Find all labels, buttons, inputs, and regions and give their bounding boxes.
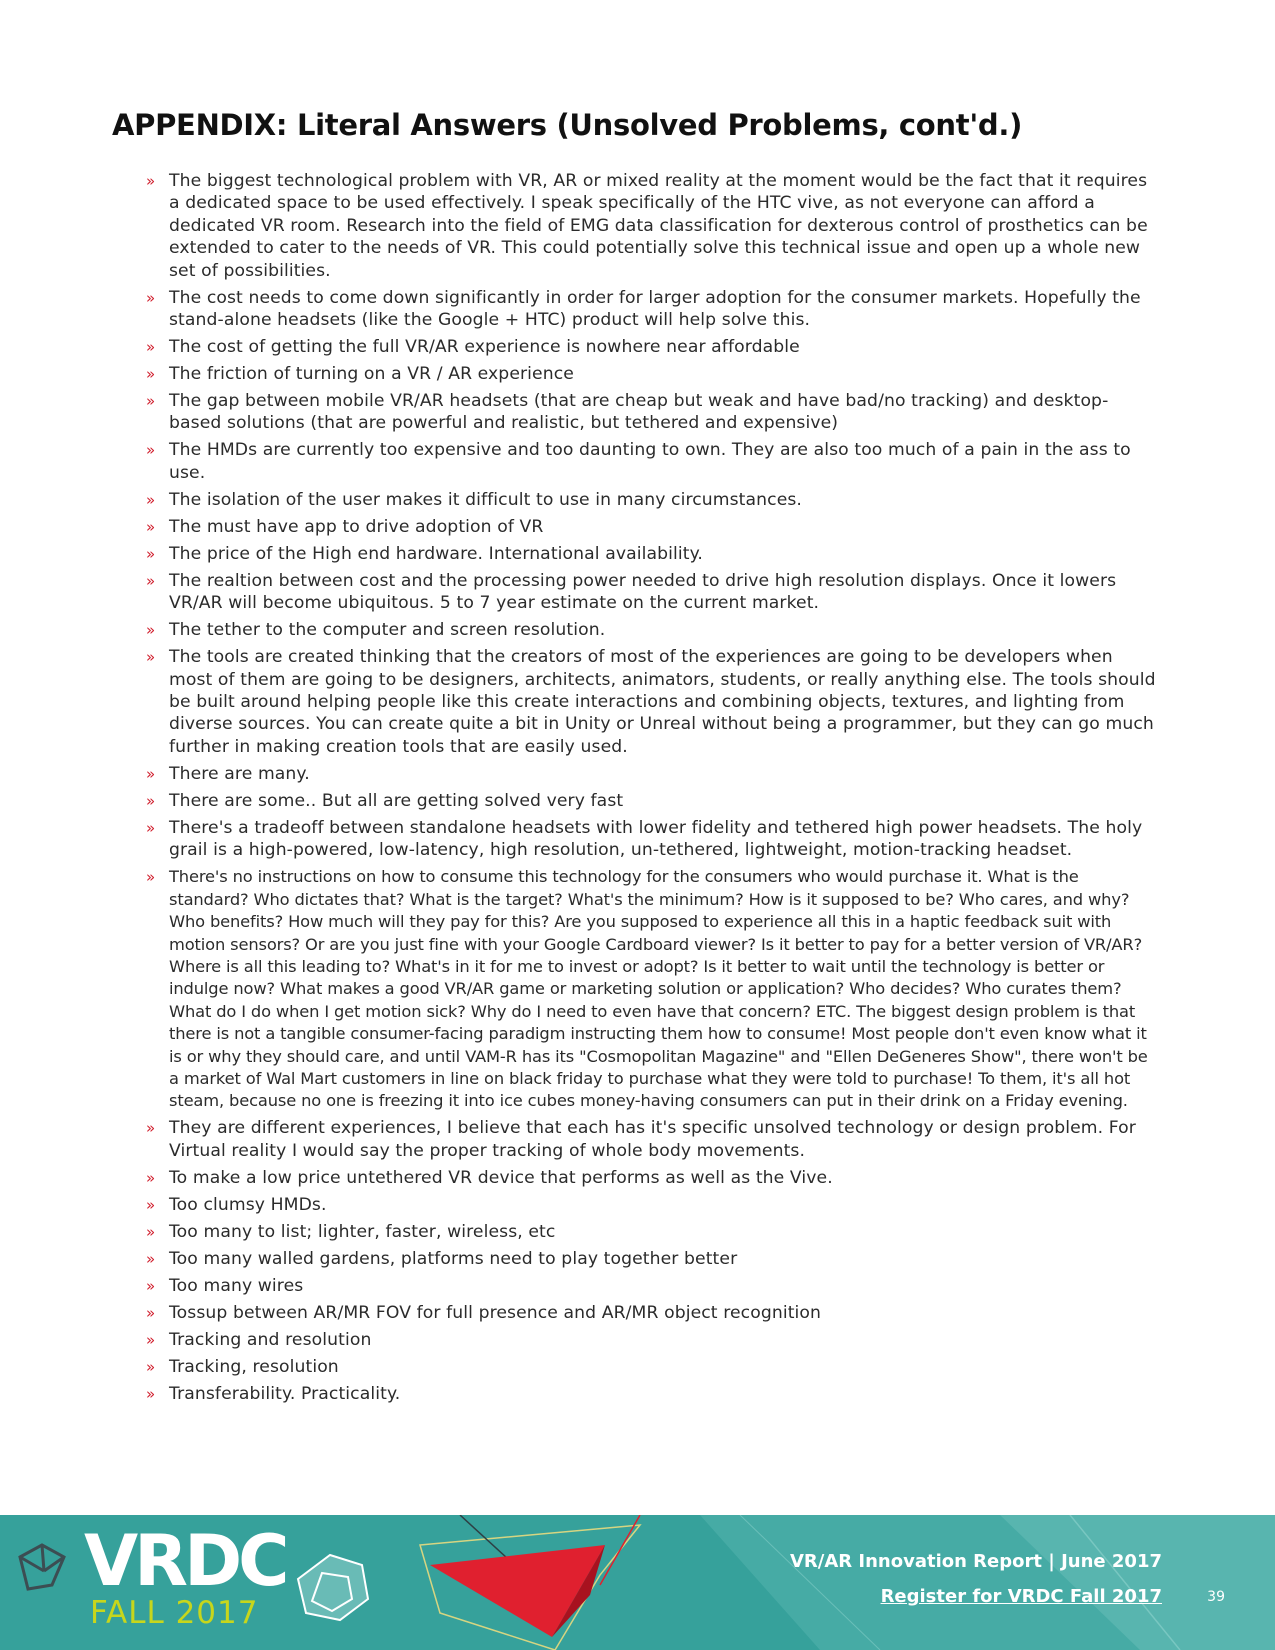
bullet-icon: » (146, 365, 156, 384)
list-item (146, 170, 1156, 282)
list-item (146, 570, 1156, 615)
bullet-icon: » (146, 1276, 156, 1295)
list-item (146, 817, 1156, 862)
list-item (146, 1302, 1156, 1324)
bullet-icon: » (146, 1303, 156, 1322)
list-item (146, 336, 1156, 358)
answer-text: The cost needs to come down significantly in order for larger adoption for the consumer markets. Hopefully the stand-alone headsets (like the Google + HTC) product will help solve this. (169, 287, 1141, 331)
answer-text: Tracking and resolution (169, 1329, 372, 1350)
page-number: 39 (1207, 1589, 1225, 1605)
list-item (146, 1383, 1156, 1405)
list-item (146, 516, 1156, 538)
register-link[interactable]: Register for VRDC Fall 2017 (880, 1586, 1162, 1607)
bullet-icon: » (146, 1119, 156, 1138)
vrdc-logo-subtitle: FALL 2017 (90, 1595, 259, 1631)
answer-text: There are many. (169, 763, 310, 784)
list-item (146, 1167, 1156, 1189)
bullet-icon: » (146, 1168, 156, 1187)
bullet-icon: » (146, 338, 156, 357)
list-item (146, 1221, 1156, 1243)
list-item (146, 489, 1156, 511)
bullet-icon: » (146, 1330, 156, 1349)
answers-list (146, 170, 1156, 1410)
answer-text: The tether to the computer and screen resolution. (169, 620, 606, 641)
bullet-icon: » (146, 517, 156, 536)
answer-text: There's a tradeoff between standalone headsets with lower fidelity and tethered high power headsets. The holy grail is a high-powered, low-latency, high resolution, un-tethered, lightweight, motion-tracking headset. (169, 817, 1143, 861)
answer-text: The must have app to drive adoption of VR (169, 516, 544, 537)
vrdc-logo: VRDC (84, 1520, 286, 1602)
bullet-icon: » (146, 1222, 156, 1241)
bullet-icon: » (146, 791, 156, 810)
answer-text: The cost of getting the full VR/AR experience is nowhere near affordable (169, 337, 800, 358)
answer-text: Too many wires (169, 1275, 304, 1296)
list-item (146, 287, 1156, 332)
list-item (146, 439, 1156, 484)
list-item (146, 1329, 1156, 1351)
bullet-icon: » (146, 544, 156, 563)
page-title: APPENDIX: Literal Answers (Unsolved Problems, cont'd.) (112, 108, 1023, 142)
list-item (146, 790, 1156, 812)
footer-banner (0, 1515, 1275, 1650)
answer-text: Too clumsy HMDs. (169, 1194, 327, 1215)
answer-text: The biggest technological problem with VR, AR or mixed reality at the moment would be the fact that it requires a dedicated space to be used effectively. I speak specifically of the HTC vive, as not everyone can afford a dedicated VR room. Research into the field of EMG data classification for dexterous control of prosthetics can be extended to cater to the needs of VR. This could potentially solve this technical issue and open up a whole new set of possibilities. (169, 171, 1148, 281)
bullet-icon: » (146, 621, 156, 640)
answer-text: To make a low price untethered VR device that performs as well as the Vive. (169, 1167, 833, 1188)
answer-text: The tools are created thinking that the creators of most of the experiences are going to be developers when most of them are going to be designers, architects, animators, students, or really anything else. The tools should be built around helping people like this create interactions and combining objects, textures, and lighting from diverse sources. You can create quite a bit in Unity or Unreal without being a programmer, but they can go much further in making creation tools that are easily used. (169, 647, 1156, 757)
bullet-icon: » (146, 868, 156, 887)
bullet-icon: » (146, 1357, 156, 1376)
list-item (146, 1248, 1156, 1270)
list-item (146, 390, 1156, 435)
answer-text: They are different experiences, I believe that each has it's specific unsolved technology or design problem. For Virtual reality I would say the proper tracking of whole body movements. (169, 1118, 1136, 1161)
bullet-icon: » (146, 571, 156, 590)
bullet-icon: » (146, 441, 156, 460)
red-triangle-graphic (420, 1515, 640, 1650)
list-item (146, 1194, 1156, 1216)
bullet-icon: » (146, 1249, 156, 1268)
answer-text: Tossup between AR/MR FOV for full presence and AR/MR object recognition (169, 1302, 822, 1323)
answer-text: Tracking, resolution (169, 1356, 339, 1377)
list-item (146, 619, 1156, 641)
list-item (146, 1275, 1156, 1297)
bullet-icon: » (146, 392, 156, 411)
list-item (146, 1117, 1156, 1162)
bullet-icon: » (146, 172, 156, 190)
list-item (146, 646, 1156, 758)
cube-icon (20, 1545, 64, 1589)
bullet-icon: » (146, 288, 156, 307)
list-item (146, 866, 1156, 1112)
list-item (146, 543, 1156, 565)
bullet-icon: » (146, 818, 156, 837)
dodecahedron-icon (298, 1555, 368, 1620)
report-title: VR/AR Innovation Report | June 2017 (789, 1551, 1162, 1572)
answer-text: The isolation of the user makes it difficult to use in many circumstances. (169, 489, 802, 510)
answer-text: Too many to list; lighter, faster, wireless, etc (169, 1221, 556, 1242)
list-item (146, 363, 1156, 385)
answer-text: There's no instructions on how to consume this technology for the consumers who would purchase it. What is the standard? Who dictates that? What is the target? What's the minimum? How is it supposed to be? Who cares, and why? Who benefits? How much will they pay for this? Are you supposed to experience all this in a haptic feedback suit with motion sensors? Or are you just fine with your Google Cardboard viewer? Is it better to pay for a better version of VR/AR? Where is all this leading to? What's in it for me to invest or adopt? Is it better to wait until the technology is better or indulge now? What makes a good VR/AR game or marketing solution or application? Who decides? Who curates them? What do I do when I get motion sick? Why do I need to even have that concern? ETC. The biggest design problem is that there is not a tangible consumer-facing paradigm instructing them how to consume! Most people don't even know what it is or why they should care, and until VAM-R has its "Cosmopolitan Magazine" and "Ellen DeGeneres Show", there won't be a market of Wal Mart customers in line on black friday to purchase what they were told to purchase! To them, it's all hot steam, because no one is freezing it into ice cubes money-having consumers can put in their drink on a Friday evening. (169, 867, 1148, 1111)
bullet-icon: » (146, 490, 156, 509)
bullet-icon: » (146, 648, 156, 667)
answer-text: The price of the High end hardware. International availability. (169, 543, 703, 564)
list-item (146, 763, 1156, 785)
answer-text: The HMDs are currently too expensive and too daunting to own. They are also too much of a pain in the ass to use. (169, 440, 1131, 483)
list-item (146, 1356, 1156, 1378)
answer-text: The friction of turning on a VR / AR experience (169, 364, 574, 385)
answer-text: Too many walled gardens, platforms need to play together better (169, 1248, 738, 1269)
bullet-icon: » (146, 764, 156, 783)
answer-text: There are some.. But all are getting solved very fast (169, 790, 624, 811)
answer-text: Transferability. Practicality. (169, 1383, 401, 1404)
answer-text: The gap between mobile VR/AR headsets (that are cheap but weak and have bad/no tracking) and desktop-based solutions (that are powerful and realistic, but tethered and expensive) (169, 391, 1109, 434)
answer-text: The realtion between cost and the processing power needed to drive high resolution displays. Once it lowers VR/AR will become ubiquitous. 5 to 7 year estimate on the current market. (169, 570, 1117, 614)
bullet-icon: » (146, 1195, 156, 1214)
bullet-icon: » (146, 1384, 156, 1403)
